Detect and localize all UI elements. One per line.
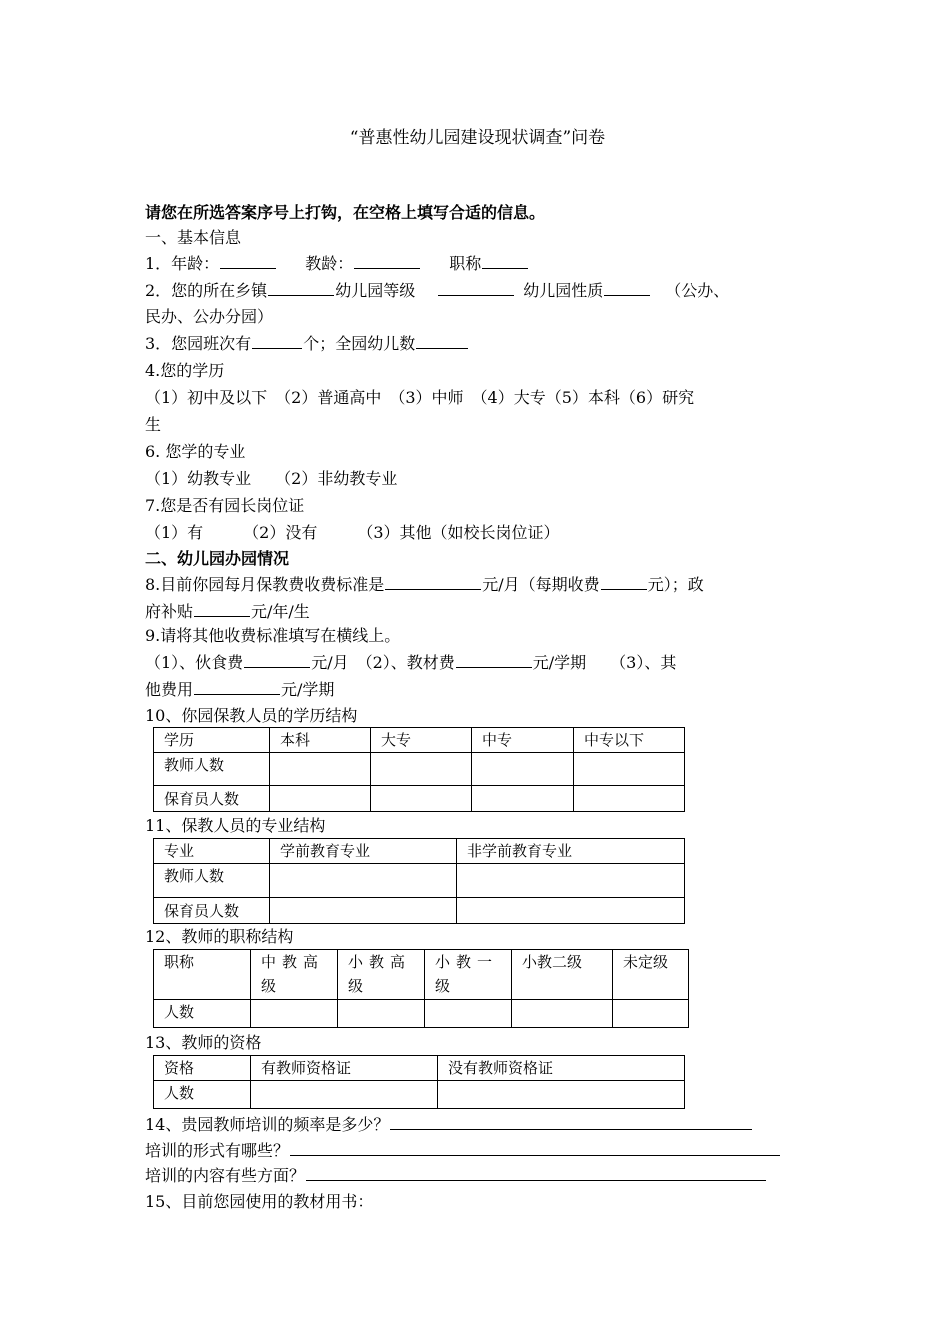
q9-line-2 (145, 677, 810, 703)
q2-line (145, 278, 810, 304)
table-header-cell: 学前教育专业 (270, 839, 457, 864)
q8-line (145, 572, 810, 598)
table-row-label: 教师人数 (154, 753, 270, 786)
table-row-label: 保育员人数 (154, 898, 270, 924)
q2-nature-options-b: 民办、公办分园） (145, 307, 274, 326)
q8-subsidy-unit: 元/年/生 (251, 602, 310, 621)
term-fee-blank[interactable] (601, 572, 647, 590)
q9-other-label: 元/学期 （3）、其 (532, 653, 677, 672)
form-blank[interactable] (290, 1138, 780, 1156)
q9-book-label: 元/月 （2）、教材费 (311, 653, 455, 672)
children-blank[interactable] (416, 331, 468, 349)
q9-meal-label: （1）、伙食费 (145, 653, 244, 672)
table-input-cell[interactable] (574, 786, 685, 812)
q1-line (145, 251, 810, 277)
q14-line-3 (145, 1163, 810, 1189)
table-header-cell: 中专 (472, 728, 574, 753)
q10-table (153, 727, 685, 812)
q8-gov-label-b: 府补贴 (145, 602, 194, 621)
table-input-cell[interactable] (512, 1000, 613, 1028)
q1-rank-label: 职称 (449, 254, 482, 273)
table-input-cell[interactable] (270, 786, 371, 812)
table-input-cell[interactable] (457, 864, 685, 898)
q3-line (145, 331, 810, 357)
q9-other-unit: 元/学期 (281, 680, 335, 699)
table-input-cell[interactable] (270, 864, 457, 898)
q8-line-2 (145, 599, 810, 625)
q1-age-label: 1．年龄： (145, 254, 220, 273)
grade-blank[interactable] (438, 278, 514, 296)
table-header-cell: 没有教师资格证 (438, 1056, 685, 1081)
q14-content-label: 培训的内容有些方面？ (145, 1166, 306, 1185)
q14-form-label: 培训的形式有哪些？ (145, 1141, 290, 1160)
table-input-cell[interactable] (251, 1000, 338, 1028)
q6-question: 6. 您学的专业 (145, 442, 246, 461)
q3-classes-label: 3．您园班次有 (145, 334, 252, 353)
town-blank[interactable] (268, 278, 334, 296)
q4-question: 4.您的学历 (145, 361, 225, 380)
table-header-cell: 未定级 (613, 950, 689, 1000)
q2-grade-label: 幼儿园等级 (335, 281, 416, 300)
nature-blank[interactable] (604, 278, 650, 296)
q2-nature-options-a: （公办、 (665, 281, 730, 300)
table-header-cell: 有教师资格证 (251, 1056, 438, 1081)
q12-table (153, 949, 689, 1028)
table-header-cell: 小教二级 (512, 950, 613, 1000)
age-blank[interactable] (220, 251, 276, 269)
table-input-cell[interactable] (613, 1000, 689, 1028)
table-row-label: 人数 (154, 1000, 251, 1028)
q6-options: （1）幼教专业 （2）非幼教专业 (145, 469, 398, 488)
table-header-cell: 中教高级 (251, 950, 338, 1000)
q14-line-2 (145, 1138, 810, 1164)
table-header-cell: 本科 (270, 728, 371, 753)
q10-question: 10、你园保教人员的学历结构 (145, 706, 358, 725)
table-header-cell: 非学前教育专业 (457, 839, 685, 864)
q11-question: 11、保教人员的专业结构 (145, 816, 326, 835)
q3-children-label: 个；全园幼儿数 (303, 334, 416, 353)
table-input-cell[interactable] (251, 1081, 438, 1109)
table-input-cell[interactable] (574, 753, 685, 786)
q8-fee-label: 8.目前你园每月保教费收费标准是 (145, 575, 385, 594)
table-row-label: 人数 (154, 1081, 251, 1109)
table-header-cell: 职称 (154, 950, 251, 1000)
table-header-cell: 专业 (154, 839, 270, 864)
table-input-cell[interactable] (472, 786, 574, 812)
rank-blank[interactable] (482, 251, 528, 269)
q2-town-label: 2．您的所在乡镇 (145, 281, 268, 300)
table-header-cell: 学历 (154, 728, 270, 753)
classes-blank[interactable] (252, 331, 302, 349)
table-header-cell: 小教一级 (425, 950, 512, 1000)
q9-other-label-b: 他费用 (145, 680, 194, 699)
q11-table (153, 838, 685, 924)
table-input-cell[interactable] (457, 898, 685, 924)
document-title: “普惠性幼儿园建设现状调查”问卷 (349, 128, 606, 148)
table-input-cell[interactable] (371, 786, 472, 812)
table-input-cell[interactable] (270, 898, 457, 924)
table-input-cell[interactable] (438, 1081, 685, 1109)
table-header-cell: 大专 (371, 728, 472, 753)
q13-question: 13、教师的资格 (145, 1033, 262, 1052)
section-1-heading: 一、基本信息 (145, 228, 242, 247)
q4-options-wrap: 生 (145, 415, 162, 434)
table-input-cell[interactable] (371, 753, 472, 786)
q7-options: （1）有 （2）没有 （3）其他（如校长岗位证） (145, 523, 560, 542)
q8-term-label: 元/月（每期收费 (482, 575, 600, 594)
table-row-label: 保育员人数 (154, 786, 270, 812)
teaching-years-blank[interactable] (354, 251, 420, 269)
other-fee-blank[interactable] (194, 677, 280, 695)
table-input-cell[interactable] (270, 753, 371, 786)
q9-question: 9.请将其他收费标准填写在横线上。 (145, 626, 401, 645)
q8-gov-label-a: 元）；政 (647, 575, 704, 594)
table-input-cell[interactable] (338, 1000, 425, 1028)
section-2-heading: 二、幼儿园办园情况 (145, 549, 290, 568)
table-input-cell[interactable] (425, 1000, 512, 1028)
q7-question: 7.您是否有园长岗位证 (145, 496, 305, 515)
instruction-text: 请您在所选答案序号上打钩，在空格上填写合适的信息。 (145, 203, 546, 222)
q14-line-1 (145, 1112, 810, 1138)
q12-question: 12、教师的职称结构 (145, 927, 294, 946)
subsidy-blank[interactable] (194, 599, 250, 617)
book-fee-blank[interactable] (456, 650, 532, 668)
meal-fee-blank[interactable] (244, 650, 310, 668)
table-input-cell[interactable] (472, 753, 574, 786)
monthly-fee-blank[interactable] (385, 572, 481, 590)
content-blank[interactable] (306, 1163, 766, 1181)
q4-options: （1）初中及以下 （2）普通高中 （3）中师 （4）大专（5）本科（6）研究 (145, 388, 695, 407)
q13-table (153, 1055, 685, 1109)
q1-teaching-years-label: 教龄： (305, 254, 354, 273)
q9-line (145, 650, 810, 676)
q2-nature-label: 幼儿园性质 (523, 281, 604, 300)
frequency-blank[interactable] (390, 1112, 752, 1130)
table-header-cell: 小教高级 (338, 950, 425, 1000)
table-header-cell: 资格 (154, 1056, 251, 1081)
table-row-label: 教师人数 (154, 864, 270, 898)
q14-frequency-label: 14、贵园教师培训的频率是多少？ (145, 1115, 390, 1134)
table-header-cell: 中专以下 (574, 728, 685, 753)
q15-question: 15、目前您园使用的教材用书： (145, 1192, 374, 1211)
